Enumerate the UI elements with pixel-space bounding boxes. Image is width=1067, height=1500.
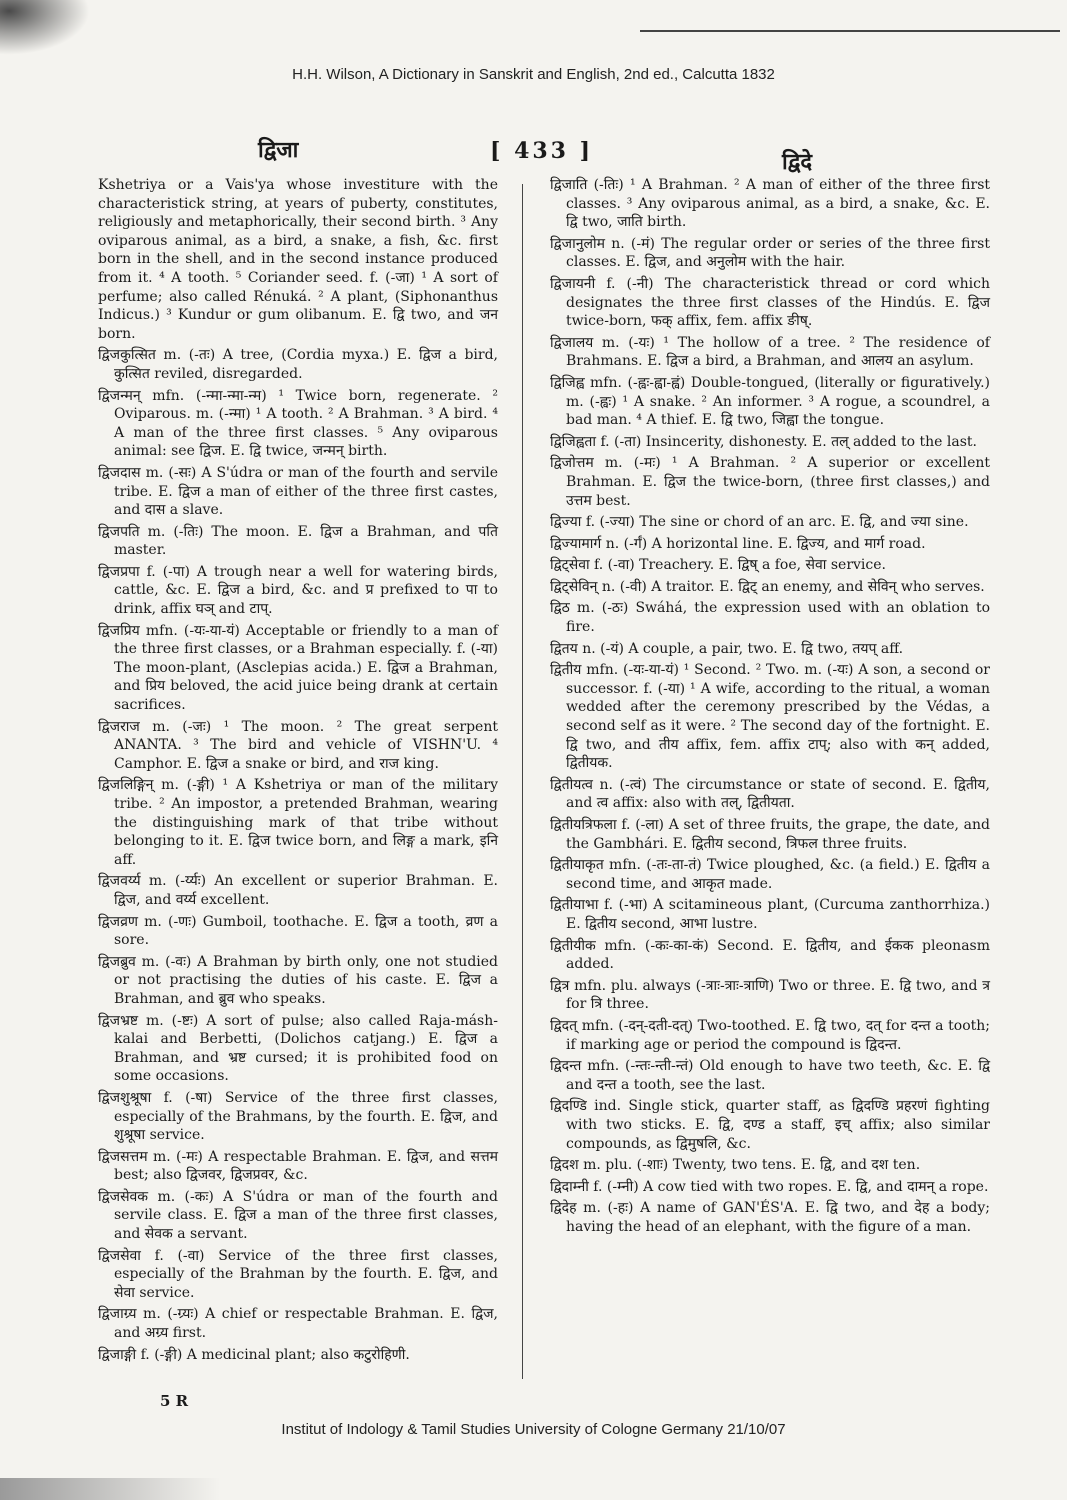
dictionary-entry: द्विजभ्रष्ट m. (-ष्टः) A sort of pulse; also called Raja-másh-kalai and Berbetti, (Dolichos catjang.) E. द्विज a Brahman, and भ्रष्ट cursed; it is prohibited food on some occasions. [98,1012,498,1085]
left-column [98,176,498,1367]
dictionary-entry: द्विदत् mfn. (-दन्-दती-दत्) Two-toothed. E. द्वि two, दत् for दन्त a tooth; if marking age or period the compound is द्विदन्त. [550,1017,990,1053]
dictionary-entry: द्वित्र mfn. plu. always (-त्राः-त्राः-त्राणि) Two or three. E. द्वि two, and त्र for त्रि three. [550,977,990,1013]
dictionary-entry: द्विज्या f. (-ज्या) The sine or chord of an arc. E. द्वि, and ज्या sine. [550,514,969,531]
dictionary-entry: द्विदेह m. (-हः) A name of GAN'ÉS'A. E. द्वि two, and देह a body; having the head of an elephant, with the figure of a man. [550,1200,990,1235]
column-divider [522,184,523,1379]
running-head [0,128,1067,178]
dictionary-entry: द्वितीयीक mfn. (-कः-का-कं) Second. E. द्वितीय, and ईकक pleonasm added. [550,937,990,973]
dictionary-entry: द्वितीयत्व n. (-त्वं) The circumstance or state of second. E. द्वितीय, and त्व affix: also with तल्, द्वितीयता. [550,776,990,812]
dictionary-entry: द्विजलिङ्गिन् m. (-ङ्गी) ¹ A Kshetriya or man of the military tribe. ² An impostor, a pretended Brahman, wearing the distinguishing mark of that tribe without belonging to it. E. द्विज twice born, and लिङ्ग a mark, इनि aff. [98,777,498,868]
dictionary-entry: द्विदण्डि ind. Single stick, quarter staff, as द्विदण्डि प्रहरणं fighting with two sticks. E. द्वि, दण्ड a staff, इच् affix; also similar compounds, as द्विमुषलि, &c. [550,1098,990,1152]
dictionary-entry: द्विजशुश्रूषा f. (-षा) Service of the three first classes, especially of the Brahmans, by the fourth. E. द्विज, and शुश्रूषा service. [98,1089,498,1144]
running-head-left: द्विजा [258,137,299,163]
dictionary-entry: द्विजिह्व mfn. (-ह्वः-ह्वा-ह्वं) Double-tongued, (literally or figuratively.) m. (-ह्वः) ¹ A snake. ² An informer. ³ A rogue, a scoundrel, a bad man. ⁴ A thief. E. द्वि two, जिह्वा the tongue. [550,374,990,429]
signature-mark: 5 R [160,1392,189,1410]
dictionary-entry: द्विजानुलोम n. (-मं) The regular order or series of the three first classes. E. द्विज, and अनुलोम with the hair. [550,235,990,271]
running-head-right: द्विदे [782,149,813,175]
dictionary-entry: द्विदाम्नी f. (-म्नी) A cow tied with two ropes. E. द्वि, and दामन् a rope. [550,1178,989,1195]
dictionary-entry: द्विजब्रुव m. (-वः) A Brahman by birth only, one not studied or not practising the duties of his caste. E. द्विज a Brahman, and ब्रुव who speaks. [98,953,498,1007]
dictionary-entry: द्वितीयत्रिफला f. (-ला) A set of three fruits, the grape, the date, and the Gambhári. E. द्वितीय second, त्रिफल three fruits. [550,817,990,852]
dictionary-entry: द्वितीय mfn. (-यः-या-यं) ¹ Second. ² Two. m. (-यः) A son, a second or successor. f. (-या) ¹ A wife, according to the ritual, a woman wedded after the ceremony prescribed by the Védas, a second self as it were. ² The second day of the fortnight. E. द्वि two, and तीय affix, fem. affix टाप्; also with कन् added, द्वितीयक. [550,662,990,772]
footer: Institut of Indology & Tamil Studies University of Cologne Germany 21/10/07 [281,1421,786,1438]
right-column [550,176,990,1239]
dictionary-entry: द्विजाङ्गी f. (-ङ्गी) A medicinal plant; also कटुरोहिणी. [98,1346,410,1363]
dictionary-entry: द्विजपति m. (-तिः) The moon. E. द्विज a Brahman, and पति master. [98,523,498,559]
page-number: [ 433 ] [490,138,594,164]
dictionary-entry: द्वितय n. (-यं) A couple, a pair, two. E. द्वि two, तयप् aff. [550,640,904,657]
dictionary-entry: द्विज्यामार्ग n. (-र्गं) A horizontal line. E. द्विज्य, and मार्ग road. [550,535,926,552]
dictionary-entry: द्विजसत्तम m. (-मः) A respectable Brahman. E. द्विज, and सत्तम best; also द्विजवर, द्विजप्रवर, &c. [98,1148,498,1184]
dictionary-entry: द्विजोत्तम m. (-मः) ¹ A Brahman. ² A superior or excellent Brahman. E. द्विज the twice-born, (three first classes,) and उत्तम best. [550,455,990,509]
dictionary-entry: द्विट्सेवा f. (-वा) Treachery. E. द्विष् a foe, सेवा service. [550,557,886,574]
scan-artifact-top [0,0,90,55]
dictionary-entry: द्विजसेवक m. (-कः) A S'údra or man of the fourth and servile class. E. द्विज a man of the three first classes, and सेवक a servant. [98,1188,498,1243]
dictionary-entry: द्विजप्रिय mfn. (-यः-या-यं) Acceptable or friendly to a man of the three first classes, or a Brahman especially. f. (-या) The moon-plant, (Asclepias acida.) E. द्विज a Brahman, and प्रिय beloved, the acid juice being drank at certain sacrifices. [98,622,498,714]
dictionary-entry: Kshetriya or a Vais'ya whose investiture with the characteristick string, at years of puberty, constitutes, religiously and metaphorically, their second birth. ³ Any oviparous animal, as a bird, a snake, a fish, &c. first born in the shell, and in the second instance produced from it. ⁴ A tooth. ⁵ Coriander seed. f. (-जा) ¹ A sort of perfume; also called Rénuká. ² A plant, (Siphonanthus Indicus.) ³ Kundur or gum olibanum. E. द्वि two, and जन born. [98,177,498,342]
dictionary-entry: द्वितीयाभा f. (-भा) A scitamineous plant, (Curcuma zanthorrhiza.) E. द्वितीय second, आभा lustre. [550,897,990,932]
dictionary-entry: द्विजसेवा f. (-वा) Service of the three first classes, especially of the Brahman by the fourth. E. द्विज, and सेवा service. [98,1247,498,1301]
dictionary-entry: द्विजप्रपा f. (-पा) A trough near a well for watering birds, cattle, &c. E. द्विज a bird, &c. and प्र prefixed to पा to drink, affix घञ् and टाप्. [98,563,498,618]
dictionary-entry: द्विट्सेविन् n. (-वी) A traitor. E. द्विट् an enemy, and सेविन् who serves. [550,578,985,595]
dictionary-entry: द्विदन्त mfn. (-न्तः-न्ती-न्तं) Old enough to have two teeth, &c. E. द्वि and दन्त a tooth, see the last. [550,1058,990,1093]
dictionary-entry: द्विजायनी f. (-नी) The characteristick thread or cord which designates the three first classes of the Hindús. E. द्विज twice-born, फक् affix, fem. affix ङीष्. [550,275,990,330]
dictionary-entry: द्विजिह्वता f. (-ता) Insincerity, dishonesty. E. तल् added to the last. [550,433,977,450]
dictionary-entry: द्विजन्मन् mfn. (-न्मा-न्मा-न्म) ¹ Twice born, regenerate. ² Oviparous. m. (-न्मा) ¹ A tooth. ² A Brahman. ³ A bird. ⁴ A man of the three first classes. ⁵ Any oviparous animal: see द्विज. E. द्वि twice, जन्मन् birth. [98,387,498,460]
dictionary-entry: द्विजकुत्सित m. (-तः) A tree, (Cordia myxa.) E. द्विज a bird, कुत्सित reviled, disregarded. [98,347,498,382]
dictionary-entry: द्विठ m. (-ठः) Swáhá, the expression used with an oblation to fire. [550,600,990,636]
dictionary-entry: द्विजवर्य्य m. (-र्य्यः) An excellent or superior Brahman. E. द्विज, and वर्य्य excellent. [98,873,498,908]
source-header: H.H. Wilson, A Dictionary in Sanskrit and English, 2nd ed., Calcutta 1832 [292,66,775,83]
dictionary-entry: द्विजाग्र्य m. (-ग्र्यः) A chief or respectable Brahman. E. द्विज, and अग्र्य first. [98,1306,498,1342]
dictionary-entry: द्विजव्रण m. (-णः) Gumboil, toothache. E. द्विज a tooth, व्रण a sore. [98,913,498,949]
scan-artifact-bottom [0,1478,220,1500]
dictionary-entry: द्विजाति (-तिः) ¹ A Brahman. ² A man of either of the three first classes. ³ Any oviparous animal, as a bird, a snake, &c. E. द्वि two, जाति birth. [550,177,990,231]
dictionary-entry: द्विजालय m. (-यः) ¹ The hollow of a tree. ² The residence of Brahmans. E. द्विज a bird, a Brahman, and आलय an asylum. [550,334,990,370]
dictionary-entry: द्वितीयाकृत mfn. (-तः-ता-तं) Twice ploughed, &c. (a field.) E. द्वितीय a second time, and आकृत made. [550,857,990,892]
dictionary-entry: द्विदश m. plu. (-शाः) Twenty, two tens. E. द्वि, and दश ten. [550,1157,921,1174]
scan-rule-line [640,30,1060,32]
dictionary-entry: द्विजदास m. (-सः) A S'údra or man of the fourth and servile tribe. E. द्विज a man of either of the three first castes, and दास a slave. [98,464,498,519]
dictionary-entry: द्विजराज m. (-जः) ¹ The moon. ² The great serpent ANANTA. ³ The bird and vehicle of VISHN'U. ⁴ Camphor. E. द्विज a snake or bird, and राज king. [98,718,498,772]
